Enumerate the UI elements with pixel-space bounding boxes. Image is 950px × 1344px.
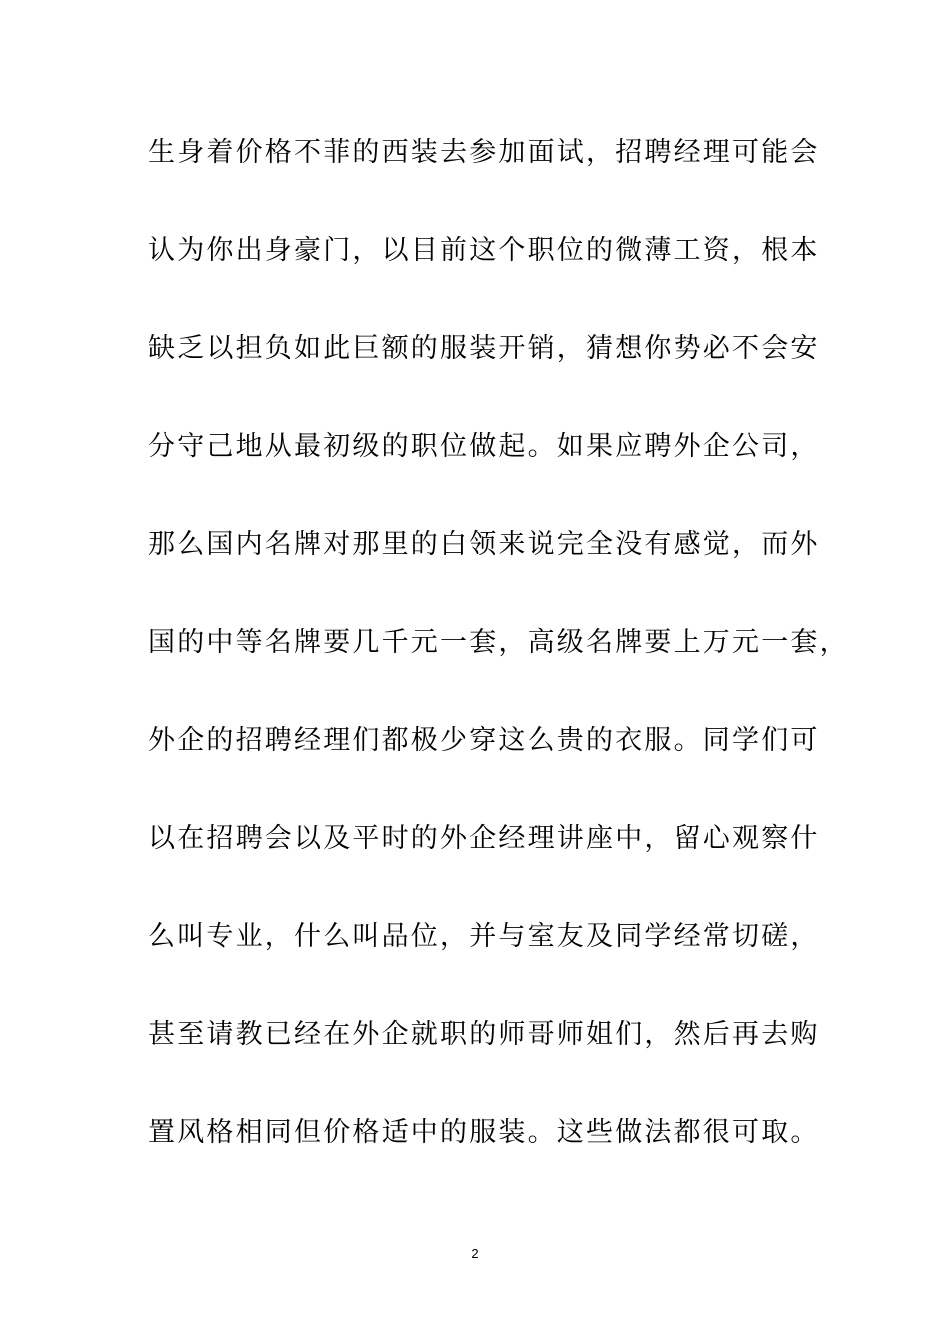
text-line-6: 国的中等名牌要几千元一套，高级名牌要上万元一套， bbox=[148, 627, 849, 658]
body-text bbox=[148, 118, 849, 1196]
page-number: 2 bbox=[471, 1246, 479, 1261]
text-line-7: 外企的招聘经理们都极少穿这么贵的衣服。同学们可 bbox=[148, 725, 820, 756]
text-line-4: 分守己地从最初级的职位做起。如果应聘外企公司， bbox=[148, 431, 820, 462]
text-line-5: 那么国内名牌对那里的白领来说完全没有感觉，而外 bbox=[148, 529, 820, 560]
text-line-9: 么叫专业，什么叫品位，并与室友及同学经常切磋， bbox=[148, 921, 820, 952]
text-line-8: 以在招聘会以及平时的外企经理讲座中，留心观察什 bbox=[148, 823, 820, 854]
text-line-3: 缺乏以担负如此巨额的服装开销，猜想你势必不会安 bbox=[148, 333, 820, 364]
text-line-1: 生身着价格不菲的西装去参加面试，招聘经理可能会 bbox=[148, 137, 820, 168]
text-line-11: 置风格相同但价格适中的服装。这些做法都很可取。 bbox=[148, 1117, 820, 1148]
text-line-2: 认为你出身豪门，以目前这个职位的微薄工资，根本 bbox=[148, 235, 820, 266]
text-line-10: 甚至请教已经在外企就职的师哥师姐们，然后再去购 bbox=[148, 1019, 820, 1050]
